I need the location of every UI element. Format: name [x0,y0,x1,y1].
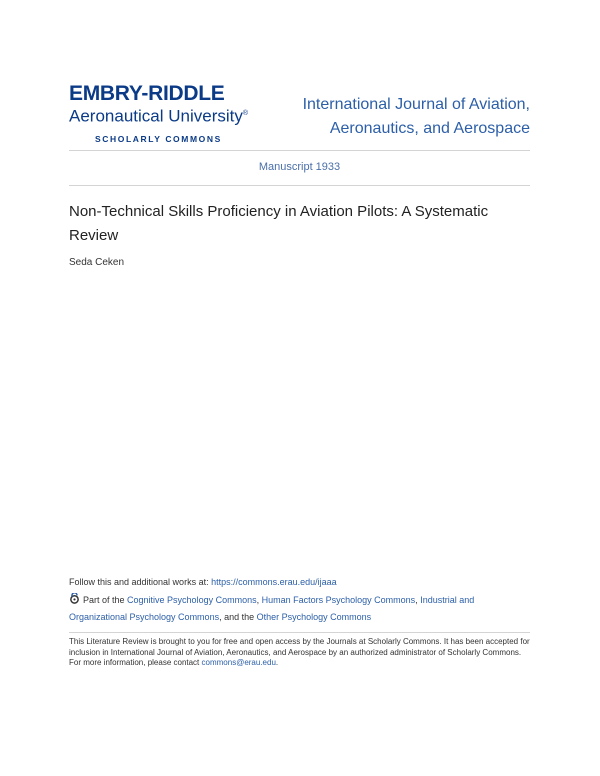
journal-title[interactable] [280,93,530,141]
logo-wordmark: EMBRY-RIDDLE [69,82,225,105]
embry-riddle-logo[interactable] [69,84,284,144]
separator: , [415,595,421,605]
part-of-prefix: Part of the [83,595,128,605]
open-access-icon [69,593,80,604]
link-industrial-organizational-psychology[interactable]: Industrial and Organizational Psychology Commons [69,595,475,622]
contact-email-link[interactable]: commons@erau.edu [201,658,276,667]
follow-link[interactable]: https://commons.erau.edu/ijaaa [211,577,337,587]
header-divider [69,150,530,151]
access-notice-text: This Literature Review is brought to you for free and open access by the Journals at Scholarly Commons. It has been accepted for inclusion in International Journal of Aviation, Aeronautics, and Aerospace by an authorized administrator of Scholarly Commons. For more information, please contact [69,637,530,667]
follow-prefix: Follow this and additional works at: [69,577,212,587]
logo-scholarly-commons: SCHOLARLY COMMONS [95,133,222,144]
disciplines-line [69,592,530,626]
footer-end: . [275,658,279,667]
manuscript-number: Manuscript 1933 [258,161,341,173]
logo-subtitle: Aeronautical University® [69,106,249,126]
article-title: Non-Technical Skills Proficiency in Aviation Pilots: A Systematic Review [69,203,489,244]
separator: , [256,595,262,605]
author-name: Seda Ceken [69,257,125,268]
link-human-factors-psychology[interactable]: Human Factors Psychology Commons [261,595,416,605]
access-notice [69,637,530,669]
journal-title-line2: Aeronautics, and Aerospace [329,120,530,137]
link-other-psychology[interactable]: Other Psychology Commons [256,612,372,622]
title-divider [69,185,530,186]
follow-line [69,574,530,591]
footer-divider [69,632,530,633]
link-cognitive-psychology[interactable]: Cognitive Psychology Commons [127,595,257,605]
journal-title-line1: International Journal of Aviation, [302,96,530,113]
separator: , and the [219,612,257,622]
